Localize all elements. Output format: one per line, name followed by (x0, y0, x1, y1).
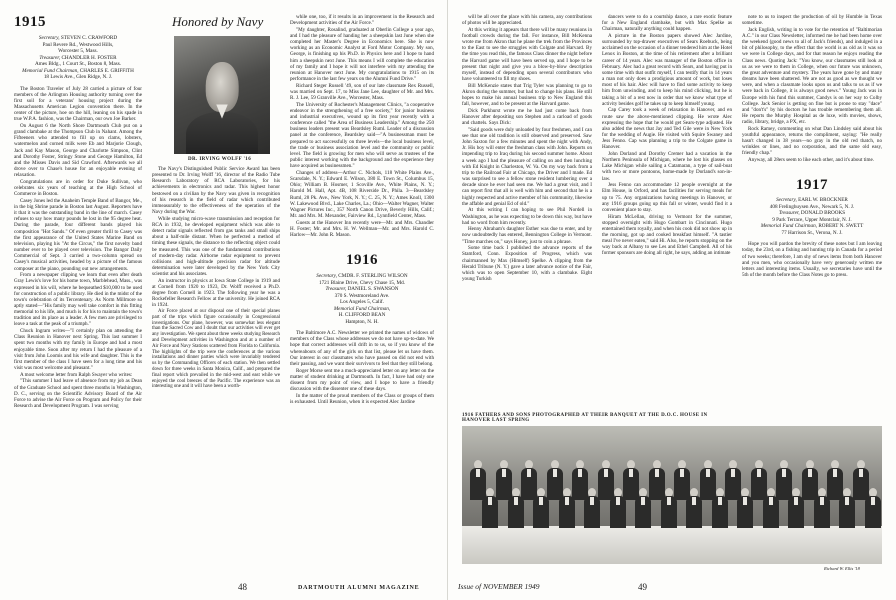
banquet-attendee (737, 488, 753, 528)
officer-text: DONALD BROOKS (800, 210, 846, 217)
banquet-attendee (788, 488, 804, 528)
officer-text: 77 Harrison St., Verona, N. J. (781, 229, 843, 236)
banquet-table (462, 526, 882, 564)
banquet-attendee (482, 488, 498, 528)
portrait-face (206, 62, 239, 112)
paragraph: "Said goods were duly unloaded by four freshmen, and I can see that one old tradition is still observed and preserved. Saw John Saxton for a few minutes and spent the night with Andy, Jr. His boy will enter the freshman class with John. Reports on impending trip to Iraq during his second summer home. About a week ago I had the pleasure of calling on and then lunching with Ed Knight in Charleston, W. Va. On my way back from a trip to the Railroad Fair at Chicago, the Driver and I made. Ed was surprised to see a fellow stone resident lumbering over a decade since he ever had seen me. We had a great visit, and I can report first that all is well with him and second that he is a highly respected and active member of his community, likewise the affable and genial Ed of old." (462, 126, 592, 207)
officer-text: 408 Frelinghuysen Ave., Newark 5, N. J. (769, 203, 855, 210)
magazine-title: DARTMOUTH ALUMNI MAGAZINE (298, 585, 420, 591)
paragraph: The Navy's Distinguished Public Service Award has been presented to Dr. Irving Wolff '16, director of the Radio Tube Research Laboratory of RCA Laboratories, for his achievements in electronics and radar. This highest honor bestowed on a civilian by the Navy was given in recognition of his research in the field of radar which contributed immeasurably to the effectiveness of the operation of the Navy during the War. (152, 166, 280, 216)
class-1915-notes (14, 86, 142, 410)
banquet-attendee (865, 488, 881, 528)
paragraph: A most welcome letter from Ralph Swayer who writes: (20, 371, 133, 378)
paragraph: Air Force placed at our disposal one of their special planes part of the trips which figure occasionally in Congressional investigations. Our plane, however, was somewhat less elegant than the Sacred Cow and I doubt that our activities will ever get any investigation. We spent about three weeks studying Research and Development activities in Washington and at a number of Air Force and Navy Stations scattered from Florida to California. The highlights of the trip were the conferences at the various installations and dinner parties which were invariably tendered us by the Commanding Officers of each station. We then settled down for three weeks in Santa Monica, Calif., and prepared the final report which prevailed in the mid-west and east while we enjoyed the cool breezes of the Pacific. The experience was an interesting one and it will have been a worth- (152, 309, 280, 390)
officer-line (14, 74, 142, 81)
right-page (448, 0, 896, 600)
right-column-2 (602, 14, 732, 404)
left-column-3 (290, 14, 434, 574)
paragraph: Cap Carey took a week of relaxation in Hanover, and en route saw the above-mentioned clipping. He wrote Alec expressing the hope that he would get Sears-type adjusted. He also added the news that Jay and Ted Gile were in New York for the wedding of Augie. He visited with Squire Swaney and Jess Fenno. Cap was planning a trip to the Colgate game in Hanover. (602, 107, 732, 151)
photo-credit: Richard W. Ellis '18 (824, 566, 860, 571)
paragraph: dancers were to do a courtship dance, a rare exotic feature for a New England clambake, but with Max Spelke as Chairman, naturally anything could happen. (602, 14, 732, 33)
banquet-attendee (584, 488, 600, 528)
paragraph: Chuck Ingram writes—"I certainly plan on attending the Class Reunion in Hanover next Spring. This last summer I spent two months with my family in Europe and had a most enjoyable time. Soon after my return I had the pleasure of a visit from John Loomis and his wife and daughter. This is the first member of the class I have seen for a long time and his visit was most welcome and pleasant." (14, 328, 142, 372)
class-year-1917: 1917 (796, 177, 828, 194)
officer-line (742, 230, 882, 237)
paragraph: note to us to inspect the production of oil by Humble in Texas sometime. (742, 14, 882, 27)
officer-text: Los Angeles 5, Calif. (340, 299, 384, 306)
officer-role: Memorial Fund Chairman, (333, 305, 391, 312)
page-number-right: 49 (638, 582, 647, 592)
paragraph: In the matter of the proud members of the Class or groups of them is exhausted. Until Reunion, when it is expected Alec Jardine (290, 392, 434, 405)
banquet-attendee (635, 488, 651, 528)
paragraph: Richard Steger Russell '49, son of our late classmate Rex Russell, was married on Sept. 17, to Miss Jane Lee, daughter of Mr. and Mrs. R. J. Lee, 59 Granville Ave., Worcester, Mass. (290, 82, 434, 102)
class-year-1916: 1916 (346, 252, 378, 269)
paragraph: From a newspaper clipping we learn that even after death Gray Lewis's love for his home town, Marblehead, Mass., was expressed in his will, where he bequeathed $10,000 to be used for construction of a public library. He died in the midst of the town's celebration of its Tercentenary. As Norm Millmore so aptly stated—"His family may well take comfort in this fitting memorial to his life, and much is for his to maintain the town's tradition and its place as a leader. A few men are privileged to leave a task at the peak of a triumph." (14, 272, 142, 328)
officer-role: Treasurer, (325, 286, 348, 293)
class-1915-officers (14, 35, 142, 81)
right-column-1 (462, 14, 592, 404)
paragraph: Guests at the Hanover Inn recently were—Mr. and Mrs. Chandler H. Foster; Mr. and Mrs. H. W. Wellman—Mr. and Mrs. Harold C. Harlow—Mr. John R. Mason. (290, 219, 434, 238)
banquet-attendee (661, 488, 677, 528)
paragraph: while one, too, if it results in an improvement in the Research and Development activities of the Air Force." (290, 14, 434, 27)
paragraph: The Boston Traveler of July 28 carried a picture of four members of the Arlington Housing authority turning over the first soil for a veterans' housing project during the Massachusetts American Legion convention there. In the center of the picture, hoe on the hill, leaning on his spade in true W.P.A. fashion, was the Chairman, our own Joe Barker. (14, 85, 142, 123)
officer-text: STEVEN C. CRAWFORD (60, 35, 118, 41)
class-1916-officers (290, 273, 434, 325)
banquet-attendee (763, 488, 779, 528)
paragraph: Some time back I published the advance reports of the Stamford, Conn. Exposition of Progress, which was chairmanned by Max (Himself) Spelke. A clipping from the Herald Tribune (N. Y.) gave a later advance notice of the Fair, which was to open September 10, with a clambake. Eight young Turkish (462, 245, 592, 283)
paragraph: Congratulations are in order for Duke Sullivan, who celebrates six years of teaching at the High School of Commerce in Boston. (14, 178, 142, 198)
officer-text: 18 Lewis Ave., Glen Ridge, N. J. (43, 74, 113, 80)
paragraph: Roger Morse sent me a much-appreciated letter on any letter on the matter of student drinking at Dartmouth. In fact, I have had only one dissent from my point of view, and I hope to have a friendly discussion with the dissenter one of these days. (290, 367, 434, 393)
portrait-caption: DR. IRVING WOLFF '16 (188, 157, 252, 162)
banquet-attendee (712, 488, 728, 528)
officer-text: 9 Park Terrace, Upper Montclair, N. J. (772, 216, 852, 223)
left-column-1 (14, 14, 142, 574)
paragraph: At this writing I can hoping to see Phil Nordell in Washington, as he was expecting to be down this way, but have had no word from him recently. (462, 207, 592, 226)
officer-text: 370 S. Westmoreland Ave. (334, 292, 390, 299)
officer-text: EARL W. BROCKNER (798, 197, 848, 204)
officer-text: CHANDLER H. FOSTER (61, 54, 117, 61)
paragraph: On August 6 the North Shore Dartmouth Club put on a grand clambake at the Thompson Club in Nahant. Among the Fifteeners who attended to fill up on clams, lobsters, watermelon and corned milk were Eb and Marjorie Clough, Jack and Kay Mason, George and Charlotte Simpson, Clint and Dorothy Foster, Stringy Stone and George Hamilton, Ed and the Misses Davis and Sid Crawford. Afterwards we all drove over to Chase's house for an enjoyable evening of relaxation. (14, 122, 142, 179)
officer-text: Hampton, N. H. (345, 318, 379, 325)
paragraph: "My daughter, Rosalind, graduated at Oberlin College a year ago, and I had the pleasure of handing her a sheepskin last June when she completed her Master's Degree in Economics here. She is now working as an Economic Analyst at Ford Motor Company. My son, George, is finishing up his Ph.D. in Physics here and I hope to hand him a sheepskin next June. This means I will complete the education of my family and I hope it will not interfere with my attending the reunion at Hanover next June. My congratulations to 1915 on its performance in the last few years on the Alumni Fund Drive." (290, 26, 434, 83)
banquet-attendee (814, 488, 830, 528)
paragraph: A picture in the Boston papers showed Alec Jardine, surrounded by top-drawer executives of Sears Roebuck, being acclaimed on the occasion of a dinner tendered him at the Hotel Lenox in Boston, at the time of his retirement after a brilliant career of 14 years. Alec was manager of the Boston office in February. Alec had a great record with Sears, and having put in some time with that outfit myself, I can testify that in 14 years a man not only does a prodigious amount of work, but loses most of his hair. Alec will have to find some activity to keep him from unwinding, and to keep his mind clicking, but he is taking a bit of a rest now in order that we know what type of activity besides golf he takes up to keep himself young. (602, 32, 732, 107)
officer-text: DANIEL S. SWANSON (347, 286, 399, 293)
officer-role: Treasurer, (778, 210, 801, 217)
paragraph: "This summer I had leave of absence from my job as Dean of the Graduate School and spent three months in Washington, D. C., serving on the Scientific Advisory Board of the Air Force to advise the Air Force on Program and Policy for their Research and Development Program. I was serving (14, 378, 142, 409)
paragraph: Dick Parkhurst wrote me he had just come back from Hanover after depositing son Stephen and a carload of goods and chattels. Says Dick: (462, 107, 592, 127)
officer-text: CHARLES E. GRIFFITH (79, 67, 134, 74)
paragraph: At this writing it appears that there will be many reunions in football crowds during the fall. For instance, Bill McKenna wrote me from Akron that he plane the trek from the Provinces to the East to see the struggles with Colgate and Harvard. By the time you read this, the famous Class dinner the night before the Harvard game will have been served up, and I hope to be present that night and give you a blow-by-blow description myself, instead of depending upon several contributors who have volunteered to fill my shoes. (462, 26, 592, 83)
paragraph: will be all over the place with his camera, any contributions of photos will be appreciated. (462, 14, 592, 27)
officer-role: Secretary, (776, 197, 799, 204)
officer-text: 1721 Blaine Drive, Chevy Chase 15, Md. (318, 279, 405, 286)
officer-role: Memorial Fund Chairman, (760, 223, 819, 230)
officer-text: H. CLIFFORD BEAN (338, 312, 386, 319)
officer-text: Paul Revere Rd., Westwood Hills, (42, 41, 114, 48)
issue-date: Issue of NOVEMBER 1949 (458, 582, 540, 591)
banquet-attendee (686, 488, 702, 528)
paragraph: John Dorland and Dorothy Cremer had a vacation in the Northern Peninsula of Michigan, where he lost his glasses on Lake Michigan while sailing a Catamaran, a type of sail-boat with two or more pontoons, home-made by Dorland's son-in-law. (602, 150, 732, 182)
paragraph: Hiram McLellan, driving to Vermont for the summer, stopped overnight with Hugo Gombart in Cincinnati. Hugo entertained them royally, and when his cook did not show up in the morning, got up and cooked breakfast himself. "A tastier meal I've never eaten," said Hi. Also, he reports stopping on the way back at Albany to see Les and Ethel Campbell. All of his former sponsors are doing all right, he says, adding an intimate (602, 213, 732, 257)
paragraph: Jess Fenno can accommodate 12 people overnight at the Elm House, in Orford, and has facilities for serving meals for up to 75. Any organizations having meetings in Hanover, or any 1916 groups going up this fall or winter, would find it a convenient place to stay. (602, 182, 732, 213)
banquet-attendee (610, 488, 626, 528)
officer-role: Treasurer, (39, 54, 62, 61)
banquet-attendee (839, 488, 855, 528)
banquet-attendee (559, 488, 575, 528)
officer-line (290, 319, 434, 326)
officer-text: Worcester 5, Mass. (58, 48, 98, 54)
paragraph: The Baltimore A.C. Newsletter we printed the names of widows of members of the Class whose addresses we do not have up-to-date. We hope that correct addresses will drift in to us, so if you know of the whereabouts of any of the girls on that list, please let us have them. Our interest in our classmates who have passed on did not end with their passing, and we want their survivors to feel that they still belong. (290, 330, 434, 367)
officer-role: Secretary, (38, 35, 61, 41)
officer-role: Memorial Fund Chairman, (22, 67, 80, 74)
officer-text: ROBERT N. SWETT (818, 223, 864, 230)
officer-text: CMDR. F. STERLING WILSON (338, 273, 408, 280)
paragraph: Bill McKenzie states that Trig Tyler was planning to go to Akron during the summer, but had to change his plans. He still hopes to make his annual business trip to New England this fall, however, and to be present at the Harvard game. (462, 82, 592, 108)
paragraph: The University of Rochester's Management Clinics, "a cooperative endeavor in the strengthening of a free society," for junior business and industrial executives, wound up its first year recently with a conference called "the Area of Business Leadership." Among the 250 business leaders present was Beardsley Ruml. Leader of a discussion panel at the conference, Beardsley said—"A businessman must be prepared to act successfully on three levels—the local business level, the trade or business association level and the community or public level. The field is growing for men who will serve as trustees of the public interest working with the background and the experience they have acquired as businessmen." (290, 101, 434, 170)
paragraph: Rock Ramey, commenting on what Dan Lindsley said about his youthful appearance, returns the compliment, saying: "He really hasn't changed in 38 years—no gray in the old red thatch, no wrinkles or lines, and no corporation, and the same old easy, friendly chap." (742, 125, 882, 157)
group-photo-caption: 1916 FATHERS AND SONS PHOTOGRAPHED AT THEIR BANQUET AT THE D.O.C. HOUSE IN HANOVER LAST SPRING (462, 413, 708, 423)
class-1917-officers (742, 197, 882, 236)
paragraph: Casey Jones led the Anaheim Temple Band of Bangor, Me., in the big Shrine parade in Boston last August. Reporters have it that it was the outstanding band in the line of march. Casey refuses to say how many pounds he lost in the 95 degree heat. During the parade, four different bands played his composition "Hot Sands." Of even greater thrill to Casey was the first appearance of the United States Marine Band on television, playing his "At the Circus," the first novelty band number ever to be played over television. The Bangor Daily Commercial of Sept. 3 carried a two-column spread on Casey's musical activities, headed by a picture of the famous composer at the piano, pounding out new arrangements. (14, 197, 142, 272)
class-year-1915: 1915 (14, 14, 46, 30)
banquet-attendee (508, 488, 524, 528)
officer-role: Secretary, (316, 273, 339, 280)
portrait-photo (174, 36, 270, 154)
paragraph: Jack English, writing in to vote for the retention of "Baltimorian A.C." in our Class Newsletter, informed me he had been home over the weekend (good news to all of Jack's friends), and indulged in a bit of philosophy, to the effect that the world is as old as it was so we were in College days, and for that reason he enjoys reading the Class news. Quoting Jack: "You know, our classmates still look at us as we were to them in College, when our future was unknown, the great adventure and mystery. The years have gone by and many dreams have been shattered. We are not as good as we thought we were, and when a classmate looks upon us and talks to us as if we were back in College, it is always good news." Young Jack was in Europe with his fund this summer, Candys is on her way to Colby College. Jack Senior is getting on fine but is prone to stay "dace" and "don't's" by his doctors he has trouble remembering them all. He reports the Murphy Hospital as de luxe, with movies, shows, radio, library, bridge, a PX, etc. (742, 26, 882, 126)
section-title: Honored by Navy (172, 14, 264, 29)
page-number-left: 48 (238, 582, 247, 592)
officer-text: Ames Bldg., 1 Court St., Boston 8, Mass. (34, 61, 122, 67)
banquet-attendee (533, 488, 549, 528)
group-photo (462, 426, 882, 564)
paragraph: Hope you will pardon the brevity of these notes but I am leaving today, the 23rd, on a fishing and hunting trip in Canada for a period of two weeks; therefore, I am shy of news items from both Hanover and you men, who occasionally have very generously written me letters and interesting items. Usually, we secretaries have until the 5th of the month before the Class Notes go to press. (742, 241, 882, 279)
paragraph: While studying micro-wave transmission and reception for RCA in 1932, he developed equipment which was able to detect radar signals reflected from gas tanks and small ships about a half-mile distant. When he perfected a method of timing these signals, the distance to the reflecting object could be measured. This was one of the fundamental contributions of modern-day radar. Airborne radar equipment to prevent collisions and high-altitude precision radar for altitude determination were later developed by the New York City scientist and his associates. (152, 215, 280, 278)
wolff-article (152, 166, 280, 570)
paragraph: Henny Abraham's daughter Esther was due to enter, and by now undoubtedly has entered, Bennington College in Vermont. "Time marches on," says Honey, just to coin a phrase. (462, 226, 592, 245)
paragraph: Changes of address—Arthur C. Nichols, 118 White Plains Ave., Scarsdale, N. Y.; Edward E. Wilson, 380 E. Town St., Columbus 15, Ohio; William B. Hosmer, 1 Scoville Ave., White Plains, N. Y.; Harold M. Hall, Apt. 4B, 108 Riverside Dr., Phila. 3—Beardsley Ruml, 28 Pk. Ave., New York, N. Y.; C. 25, N. Y.; Ames Knoll, 1300 W. Lakewood Blvd., Lake Charles, La.; Ohio—Walter Wagner, Walter Wagner Pictures Inc., 357 North Canon Drive, Beverly Hills, Calif.; Mr. and Mrs. M. Mexander, Fairview Rd., Lynnfield Center, Mass. (290, 169, 434, 219)
paragraph: Anyway, all 28ers seem to like each other, and it's about time. (748, 157, 874, 164)
paragraph: An instructor in physics at Iowa State College in 1919 and at Cornell from 1920 to 1923, Dr. Wolff received a Ph.D. degree from Cornell in 1923. The following year he was a Rockefeller Research Fellow at the university. He joined RCA in 1924. (152, 277, 280, 309)
